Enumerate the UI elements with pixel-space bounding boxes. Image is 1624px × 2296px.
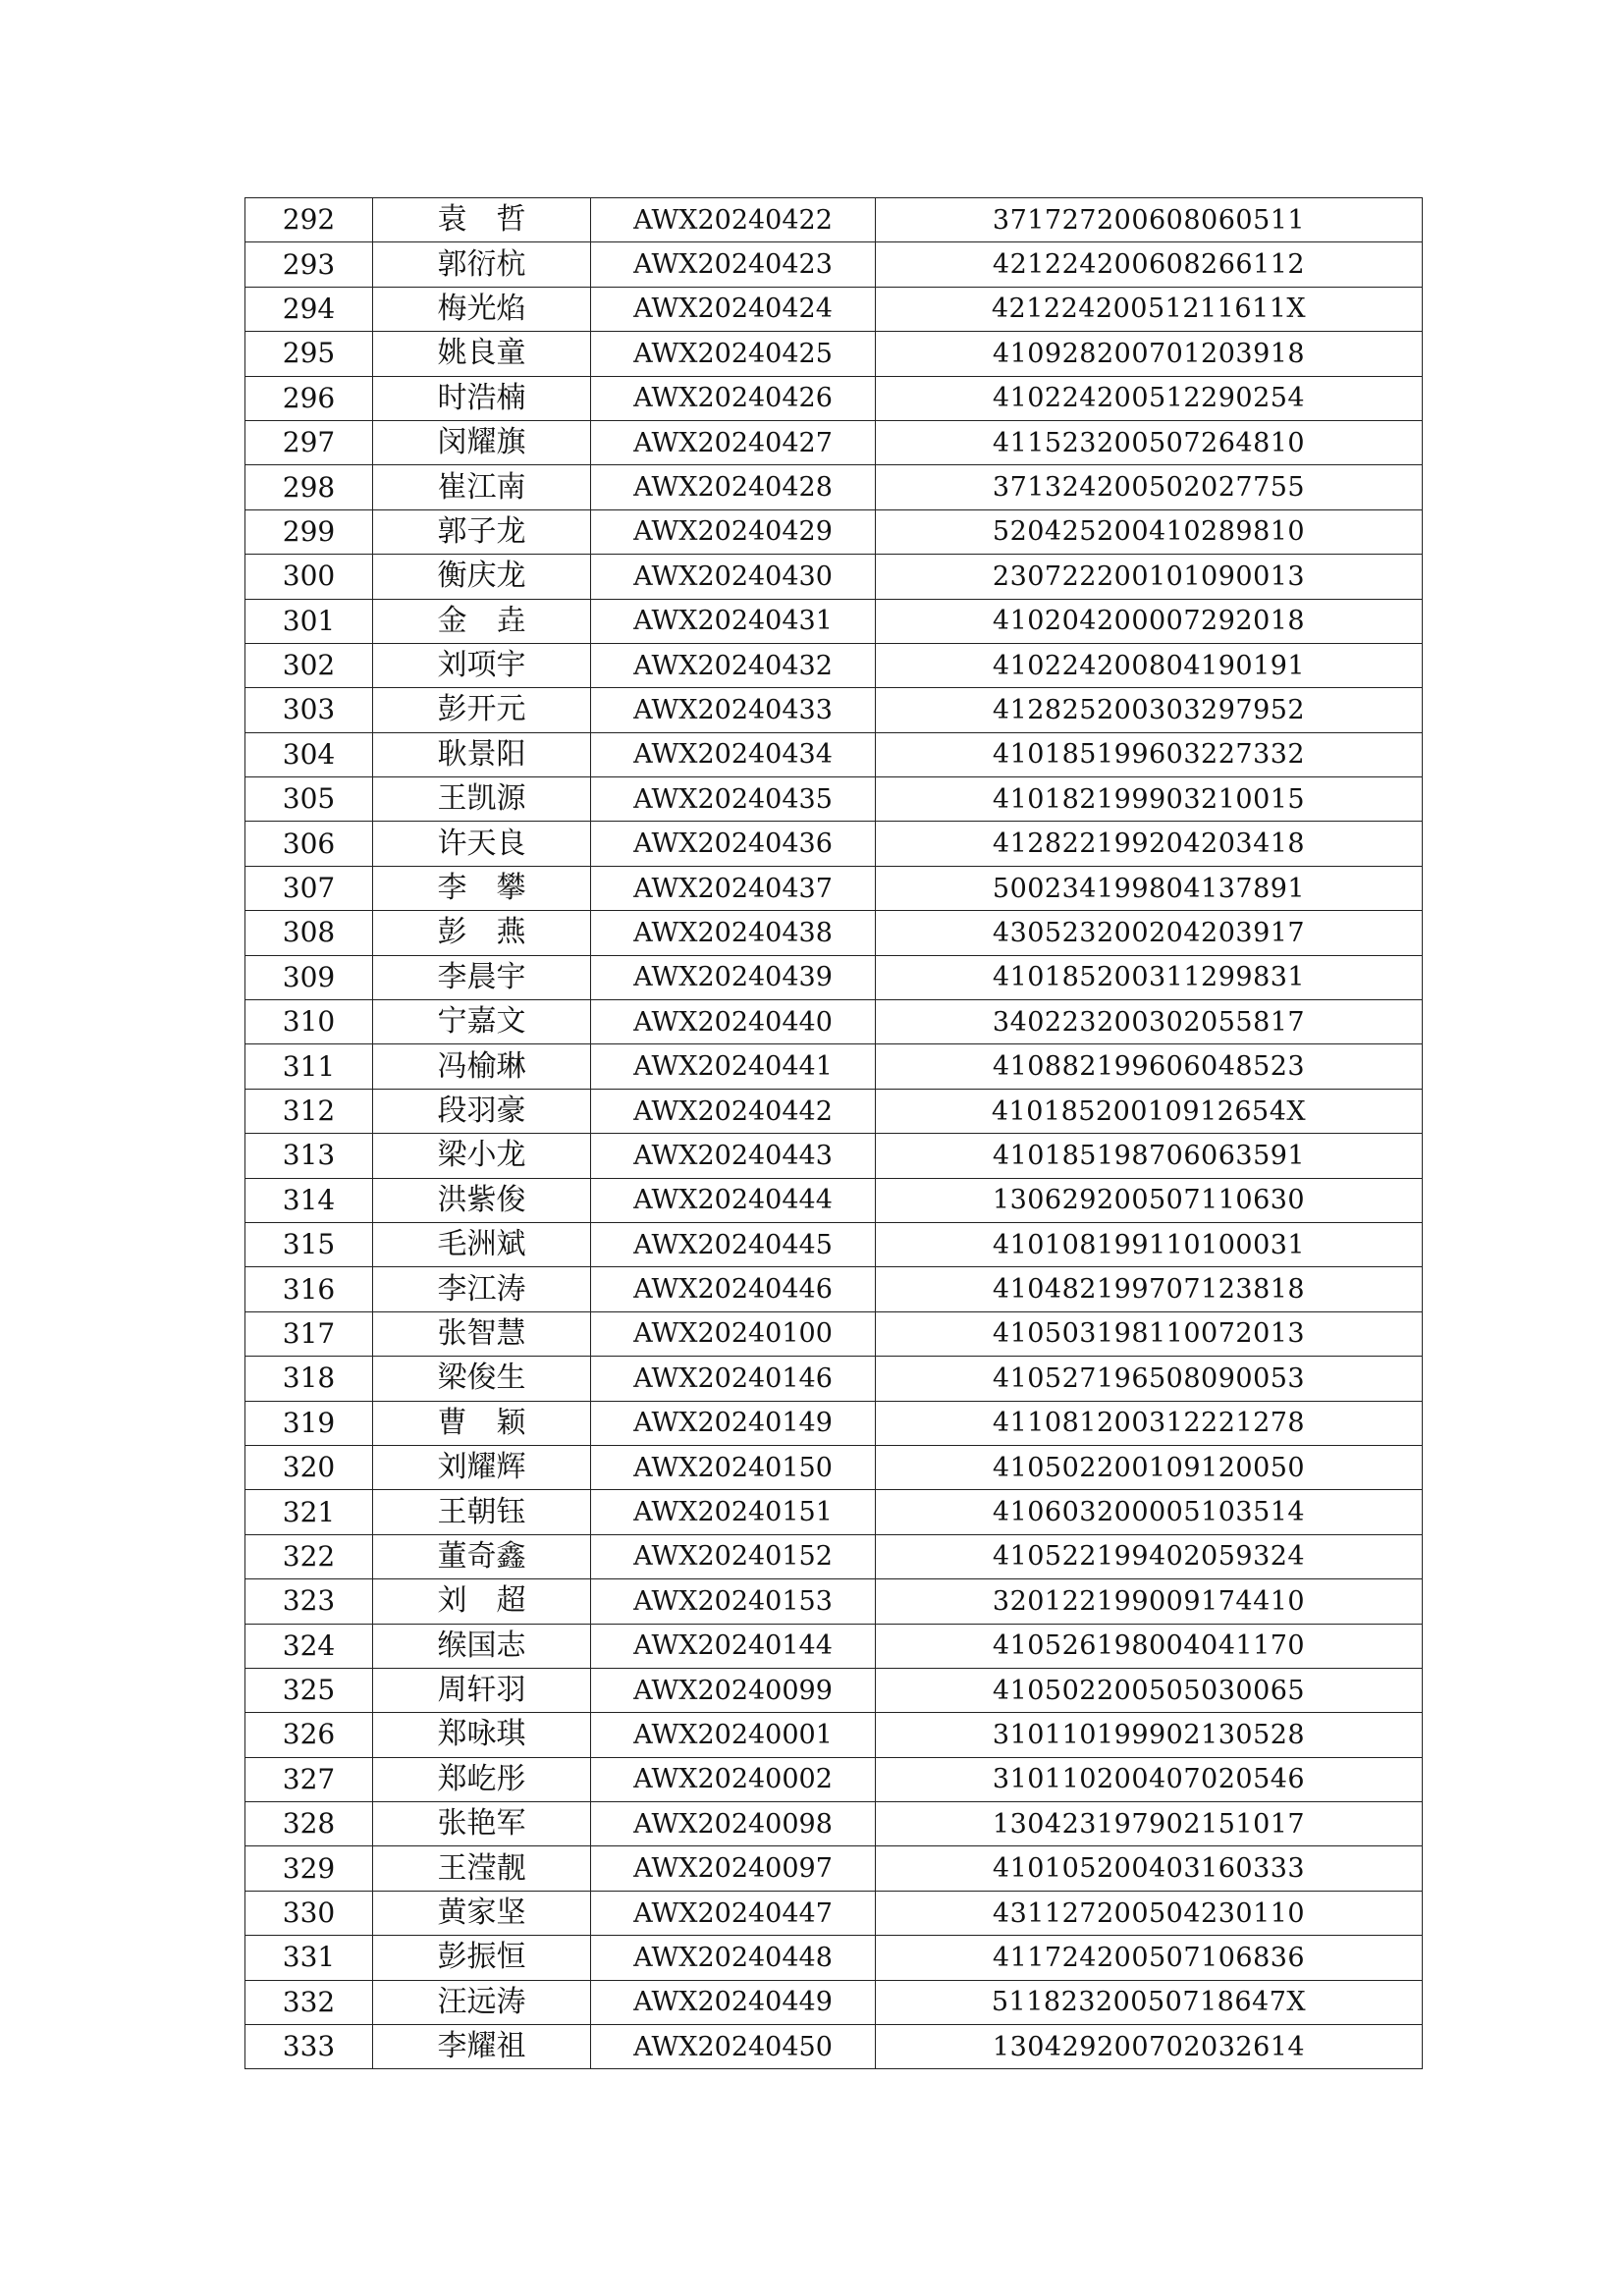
table-row	[245, 1357, 1423, 1401]
row-number-cell: 312	[245, 1089, 373, 1133]
id-number-cell: 340223200302055817	[876, 1000, 1423, 1044]
table-row	[245, 1267, 1423, 1311]
registration-code-cell: AWX20240422	[591, 198, 876, 242]
table-row	[245, 599, 1423, 643]
row-number-cell: 299	[245, 509, 373, 554]
id-number-cell: 130423197902151017	[876, 1802, 1423, 1846]
id-number-cell: 130629200507110630	[876, 1178, 1423, 1222]
name-cell: 周轩羽	[373, 1668, 591, 1712]
row-number-cell: 297	[245, 420, 373, 464]
name-cell: 王凯源	[373, 777, 591, 822]
row-number-cell: 325	[245, 1668, 373, 1712]
id-number-cell: 410185198706063591	[876, 1134, 1423, 1178]
registration-code-cell: AWX20240100	[591, 1311, 876, 1356]
name-cell: 梁俊生	[373, 1357, 591, 1401]
name-cell: 宁嘉文	[373, 1000, 591, 1044]
id-number-cell: 410185200311299831	[876, 955, 1423, 999]
registration-code-cell: AWX20240434	[591, 732, 876, 776]
table-row	[245, 1624, 1423, 1668]
registration-code-cell: AWX20240426	[591, 376, 876, 420]
registration-code-cell: AWX20240447	[591, 1891, 876, 1935]
id-number-cell: 410185199603227332	[876, 732, 1423, 776]
id-number-cell: 431127200504230110	[876, 1891, 1423, 1935]
table-row	[245, 1802, 1423, 1846]
table-row	[245, 777, 1423, 822]
row-number-cell: 314	[245, 1178, 373, 1222]
name-cell: 刘 超	[373, 1579, 591, 1624]
row-number-cell: 315	[245, 1222, 373, 1266]
id-number-cell: 410204200007292018	[876, 599, 1423, 643]
row-number-cell: 301	[245, 599, 373, 643]
name-cell: 崔江南	[373, 465, 591, 509]
id-number-cell: 410105200403160333	[876, 1846, 1423, 1891]
row-number-cell: 331	[245, 1936, 373, 1980]
table-row	[245, 1757, 1423, 1801]
registration-code-cell: AWX20240446	[591, 1267, 876, 1311]
row-number-cell: 293	[245, 242, 373, 287]
table-row	[245, 555, 1423, 599]
registration-code-cell: AWX20240428	[591, 465, 876, 509]
table-row	[245, 1401, 1423, 1445]
id-number-cell: 410527196508090053	[876, 1357, 1423, 1401]
id-number-cell: 410502200109120050	[876, 1445, 1423, 1489]
row-number-cell: 296	[245, 376, 373, 420]
registration-code-cell: AWX20240436	[591, 822, 876, 866]
table-row	[245, 1891, 1423, 1935]
registration-code-cell: AWX20240098	[591, 1802, 876, 1846]
id-number-cell: 371324200502027755	[876, 465, 1423, 509]
id-number-cell: 411724200507106836	[876, 1936, 1423, 1980]
registration-code-cell: AWX20240099	[591, 1668, 876, 1712]
id-number-cell: 41018520010912654X	[876, 1089, 1423, 1133]
table-row	[245, 1000, 1423, 1044]
row-number-cell: 295	[245, 332, 373, 376]
registration-code-cell: AWX20240448	[591, 1936, 876, 1980]
id-number-cell: 410503198110072013	[876, 1311, 1423, 1356]
row-number-cell: 306	[245, 822, 373, 866]
row-number-cell: 319	[245, 1401, 373, 1445]
table-row	[245, 732, 1423, 776]
row-number-cell: 318	[245, 1357, 373, 1401]
table-row	[245, 198, 1423, 242]
table-row	[245, 955, 1423, 999]
registration-code-cell: AWX20240152	[591, 1534, 876, 1578]
name-cell: 张艳军	[373, 1802, 591, 1846]
registration-code-cell: AWX20240144	[591, 1624, 876, 1668]
table-row	[245, 287, 1423, 331]
id-number-cell: 430523200204203917	[876, 911, 1423, 955]
name-cell: 李江涛	[373, 1267, 591, 1311]
registration-code-cell: AWX20240001	[591, 1713, 876, 1757]
table-row	[245, 911, 1423, 955]
id-number-cell: 411523200507264810	[876, 420, 1423, 464]
row-number-cell: 321	[245, 1490, 373, 1534]
name-cell: 毛洲斌	[373, 1222, 591, 1266]
table-row	[245, 822, 1423, 866]
table-row	[245, 1311, 1423, 1356]
name-cell: 洪紫俊	[373, 1178, 591, 1222]
id-number-cell: 421224200608266112	[876, 242, 1423, 287]
id-number-cell: 500234199804137891	[876, 866, 1423, 910]
row-number-cell: 324	[245, 1624, 373, 1668]
table-row	[245, 465, 1423, 509]
name-cell: 闵耀旗	[373, 420, 591, 464]
row-number-cell: 292	[245, 198, 373, 242]
row-number-cell: 310	[245, 1000, 373, 1044]
table-row	[245, 1222, 1423, 1266]
row-number-cell: 307	[245, 866, 373, 910]
registration-code-cell: AWX20240437	[591, 866, 876, 910]
id-number-cell: 410928200701203918	[876, 332, 1423, 376]
row-number-cell: 326	[245, 1713, 373, 1757]
id-number-cell: 410882199606048523	[876, 1044, 1423, 1089]
row-number-cell: 305	[245, 777, 373, 822]
name-cell: 郑屹彤	[373, 1757, 591, 1801]
registration-code-cell: AWX20240442	[591, 1089, 876, 1133]
registration-code-cell: AWX20240441	[591, 1044, 876, 1089]
name-cell: 汪远涛	[373, 1980, 591, 2024]
registration-code-cell: AWX20240425	[591, 332, 876, 376]
registration-code-cell: AWX20240146	[591, 1357, 876, 1401]
row-number-cell: 323	[245, 1579, 373, 1624]
row-number-cell: 333	[245, 2025, 373, 2069]
row-number-cell: 332	[245, 1980, 373, 2024]
registration-code-cell: AWX20240429	[591, 509, 876, 554]
row-number-cell: 300	[245, 555, 373, 599]
table-row	[245, 376, 1423, 420]
row-number-cell: 317	[245, 1311, 373, 1356]
name-cell: 王朝钰	[373, 1490, 591, 1534]
registration-code-cell: AWX20240153	[591, 1579, 876, 1624]
table-row	[245, 1936, 1423, 1980]
name-cell: 彭振恒	[373, 1936, 591, 1980]
name-cell: 袁 哲	[373, 198, 591, 242]
registration-code-cell: AWX20240438	[591, 911, 876, 955]
id-number-cell: 412822199204203418	[876, 822, 1423, 866]
name-cell: 张智慧	[373, 1311, 591, 1356]
id-number-cell: 410224200804190191	[876, 643, 1423, 687]
name-cell: 刘耀辉	[373, 1445, 591, 1489]
name-cell: 耿景阳	[373, 732, 591, 776]
registration-code-cell: AWX20240450	[591, 2025, 876, 2069]
name-cell: 梁小龙	[373, 1134, 591, 1178]
roster-table	[244, 197, 1423, 2069]
id-number-cell: 371727200608060511	[876, 198, 1423, 242]
registration-code-cell: AWX20240440	[591, 1000, 876, 1044]
row-number-cell: 328	[245, 1802, 373, 1846]
registration-code-cell: AWX20240150	[591, 1445, 876, 1489]
name-cell: 王滢靓	[373, 1846, 591, 1891]
name-cell: 金 垚	[373, 599, 591, 643]
registration-code-cell: AWX20240435	[591, 777, 876, 822]
registration-code-cell: AWX20240432	[591, 643, 876, 687]
id-number-cell: 520425200410289810	[876, 509, 1423, 554]
registration-code-cell: AWX20240149	[591, 1401, 876, 1445]
id-number-cell: 130429200702032614	[876, 2025, 1423, 2069]
table-row	[245, 1490, 1423, 1534]
table-row	[245, 1579, 1423, 1624]
row-number-cell: 313	[245, 1134, 373, 1178]
table-row	[245, 420, 1423, 464]
registration-code-cell: AWX20240443	[591, 1134, 876, 1178]
name-cell: 时浩楠	[373, 376, 591, 420]
row-number-cell: 303	[245, 688, 373, 732]
name-cell: 黄家坚	[373, 1891, 591, 1935]
table-row	[245, 332, 1423, 376]
name-cell: 李 攀	[373, 866, 591, 910]
row-number-cell: 316	[245, 1267, 373, 1311]
table-row	[245, 1134, 1423, 1178]
name-cell: 梅光焰	[373, 287, 591, 331]
id-number-cell: 42122420051211611X	[876, 287, 1423, 331]
row-number-cell: 320	[245, 1445, 373, 1489]
table-row	[245, 1178, 1423, 1222]
name-cell: 李耀祖	[373, 2025, 591, 2069]
row-number-cell: 302	[245, 643, 373, 687]
id-number-cell: 411081200312221278	[876, 1401, 1423, 1445]
name-cell: 衡庆龙	[373, 555, 591, 599]
registration-code-cell: AWX20240445	[591, 1222, 876, 1266]
table-row	[245, 1089, 1423, 1133]
row-number-cell: 329	[245, 1846, 373, 1891]
row-number-cell: 309	[245, 955, 373, 999]
name-cell: 冯榆琳	[373, 1044, 591, 1089]
name-cell: 郭子龙	[373, 509, 591, 554]
name-cell: 姚良童	[373, 332, 591, 376]
id-number-cell: 310110200407020546	[876, 1757, 1423, 1801]
row-number-cell: 308	[245, 911, 373, 955]
table-row	[245, 643, 1423, 687]
name-cell: 郑咏琪	[373, 1713, 591, 1757]
roster-table-body	[245, 198, 1423, 2069]
registration-code-cell: AWX20240431	[591, 599, 876, 643]
id-number-cell: 410108199110100031	[876, 1222, 1423, 1266]
name-cell: 许天良	[373, 822, 591, 866]
id-number-cell: 310110199902130528	[876, 1713, 1423, 1757]
registration-code-cell: AWX20240427	[591, 420, 876, 464]
row-number-cell: 327	[245, 1757, 373, 1801]
row-number-cell: 311	[245, 1044, 373, 1089]
registration-code-cell: AWX20240423	[591, 242, 876, 287]
id-number-cell: 410526198004041170	[876, 1624, 1423, 1668]
id-number-cell: 410224200512290254	[876, 376, 1423, 420]
id-number-cell: 412825200303297952	[876, 688, 1423, 732]
id-number-cell: 320122199009174410	[876, 1579, 1423, 1624]
registration-code-cell: AWX20240002	[591, 1757, 876, 1801]
row-number-cell: 298	[245, 465, 373, 509]
table-row	[245, 1534, 1423, 1578]
table-row	[245, 242, 1423, 287]
id-number-cell: 410603200005103514	[876, 1490, 1423, 1534]
table-row	[245, 1445, 1423, 1489]
name-cell: 彭 燕	[373, 911, 591, 955]
registration-code-cell: AWX20240097	[591, 1846, 876, 1891]
name-cell: 曹 颖	[373, 1401, 591, 1445]
id-number-cell: 410482199707123818	[876, 1267, 1423, 1311]
registration-code-cell: AWX20240449	[591, 1980, 876, 2024]
table-row	[245, 688, 1423, 732]
table-row	[245, 866, 1423, 910]
id-number-cell: 410522199402059324	[876, 1534, 1423, 1578]
registration-code-cell: AWX20240430	[591, 555, 876, 599]
name-cell: 郭衍杭	[373, 242, 591, 287]
row-number-cell: 322	[245, 1534, 373, 1578]
registration-code-cell: AWX20240439	[591, 955, 876, 999]
registration-code-cell: AWX20240433	[591, 688, 876, 732]
id-number-cell: 410502200505030065	[876, 1668, 1423, 1712]
registration-code-cell: AWX20240444	[591, 1178, 876, 1222]
name-cell: 刘项宇	[373, 643, 591, 687]
name-cell: 彭开元	[373, 688, 591, 732]
name-cell: 李晨宇	[373, 955, 591, 999]
name-cell: 段羽豪	[373, 1089, 591, 1133]
table-row	[245, 1668, 1423, 1712]
name-cell: 董奇鑫	[373, 1534, 591, 1578]
name-cell: 缑国志	[373, 1624, 591, 1668]
id-number-cell: 230722200101090013	[876, 555, 1423, 599]
id-number-cell: 51182320050718647X	[876, 1980, 1423, 2024]
registration-code-cell: AWX20240151	[591, 1490, 876, 1534]
row-number-cell: 294	[245, 287, 373, 331]
row-number-cell: 304	[245, 732, 373, 776]
registration-code-cell: AWX20240424	[591, 287, 876, 331]
table-row	[245, 1044, 1423, 1089]
table-row	[245, 509, 1423, 554]
id-number-cell: 410182199903210015	[876, 777, 1423, 822]
table-row	[245, 2025, 1423, 2069]
row-number-cell: 330	[245, 1891, 373, 1935]
table-row	[245, 1980, 1423, 2024]
table-row	[245, 1846, 1423, 1891]
table-row	[245, 1713, 1423, 1757]
